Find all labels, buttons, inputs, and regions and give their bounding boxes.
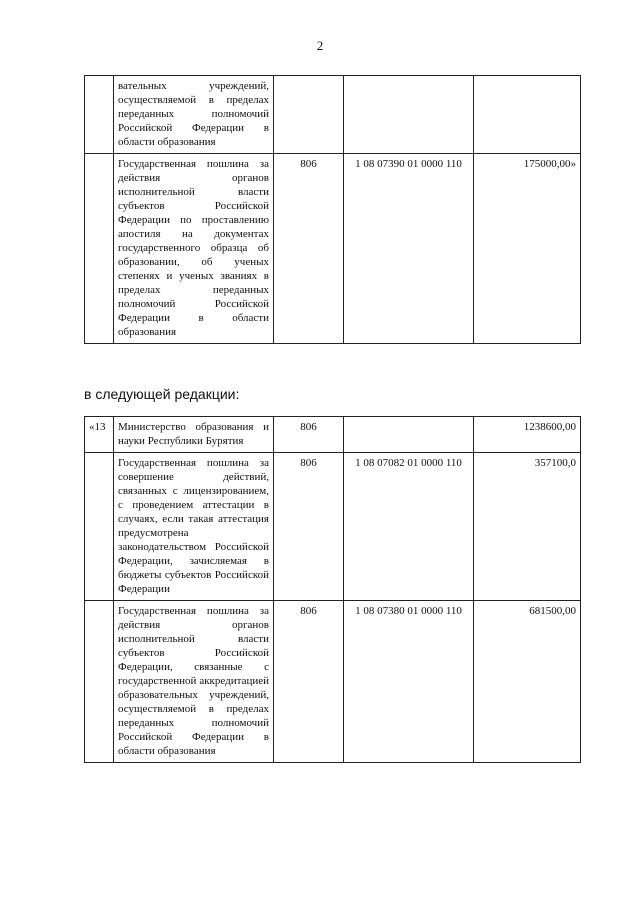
row-number-cell [85,76,114,154]
amount-cell: 1238600,00 [474,417,581,453]
admin-code-cell: 806 [274,453,344,601]
row-number-cell: «13 [85,417,114,453]
table-row [85,417,581,453]
revenue-table-new [84,416,581,763]
description-cell: Государственная пошлина за совершение действий, связанных с лицензированием, с проведением аттестации в случаях, если такая аттестация предусмотрена законодательством Российской Федерации, зачисляемая в бюджеты субъектов Российской Федерации [114,453,274,601]
admin-code-cell: 806 [274,601,344,763]
budget-code-cell: 1 08 07082 01 0000 110 [344,453,474,601]
budget-code-cell: 1 08 07390 01 0000 110 [344,154,474,344]
row-number-cell [85,601,114,763]
row-number-cell [85,154,114,344]
description-cell: Министерство образования и науки Республики Бурятия [114,417,274,453]
admin-code-cell: 806 [274,154,344,344]
admin-code-cell: 806 [274,417,344,453]
section-intro-text: в следующей редакции: [84,386,240,402]
page-number: 2 [316,38,324,53]
amount-cell [474,76,581,154]
description-cell: Государственная пошлина за действия органов исполнительной власти субъектов Российской Федерации, связанные с государственной аккредитацией образовательных учреждений, осуществляемой в пределах переданных полномочий Российской Федерации в области образования [114,601,274,763]
table-row [85,453,581,601]
budget-code-cell [344,76,474,154]
revenue-table-old [84,75,581,344]
table-row [85,154,581,344]
amount-cell: 357100,0 [474,453,581,601]
table-row [85,76,581,154]
amount-cell: 175000,00» [474,154,581,344]
budget-code-cell: 1 08 07380 01 0000 110 [344,601,474,763]
amount-cell: 681500,00 [474,601,581,763]
row-number-cell [85,453,114,601]
budget-code-cell [344,417,474,453]
description-cell: Государственная пошлина за действия органов исполнительной власти субъектов Российской Федерации по проставлению апостиля на документах государственного образца об образовании, об ученых степенях и ученых званиях в пределах переданных полномочий Российской Федерации в области образования [114,154,274,344]
description-cell: вательных учреждений, осуществляемой в пределах переданных полномочий Российской Федерации в области образования [114,76,274,154]
admin-code-cell [274,76,344,154]
table-row [85,601,581,763]
